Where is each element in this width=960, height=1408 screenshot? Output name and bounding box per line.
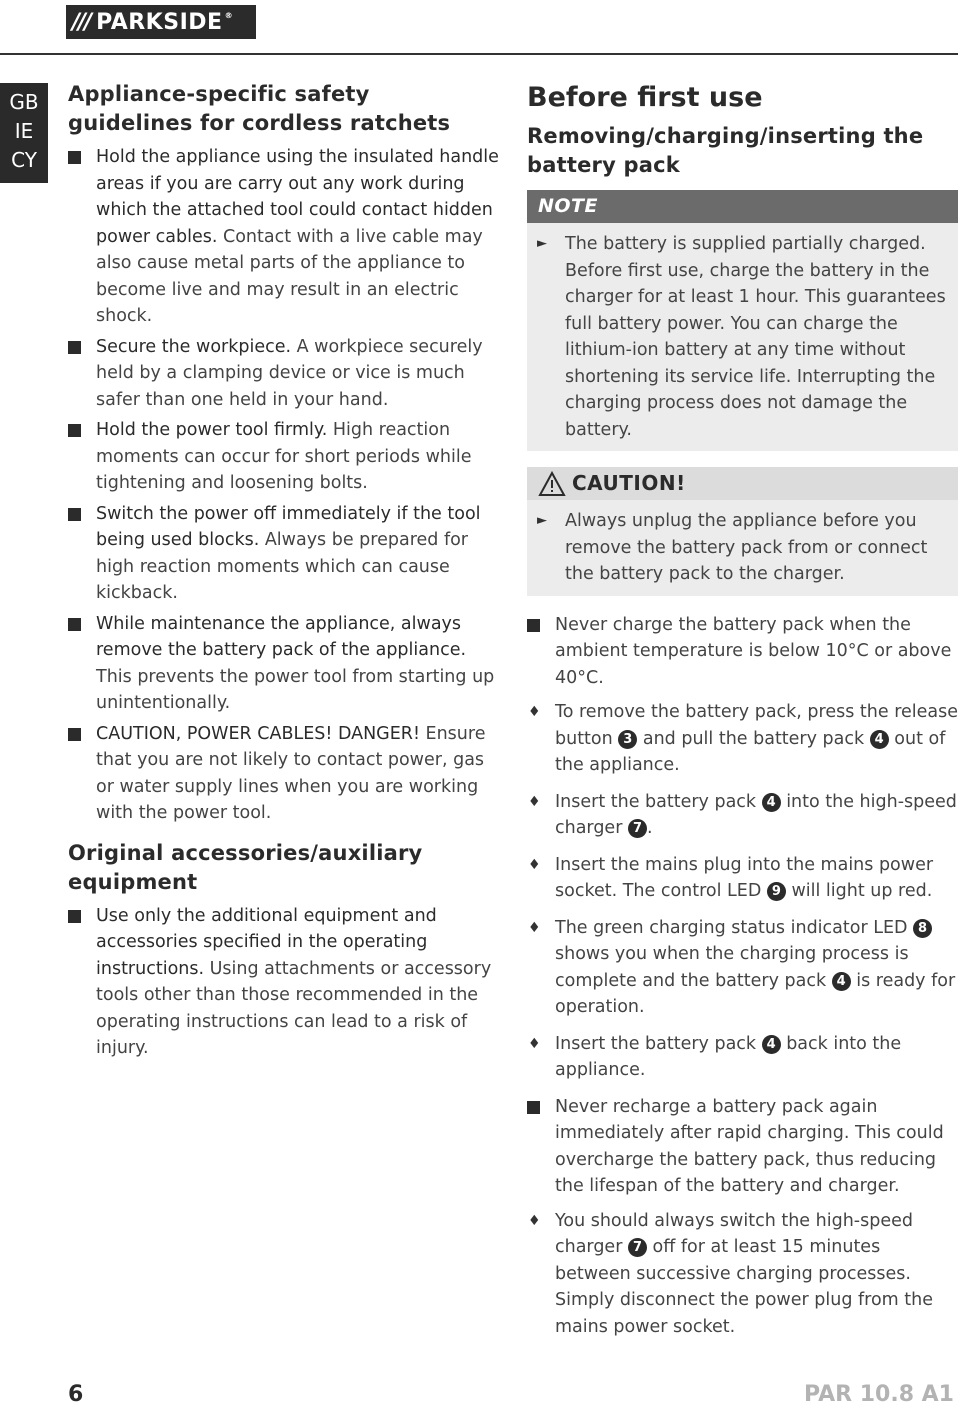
diamond-bullet-icon: ♦ (528, 1035, 541, 1052)
right-column (527, 80, 958, 1344)
lang-cy: CY (11, 148, 37, 172)
caution-text: Always unplug the appliance before you remove the battery pack from or connect the battery pack to the charger. (565, 511, 928, 584)
item-bold: Secure the workpiece. (96, 336, 292, 357)
item-bold: Use only the additional equipment and accessories specified in the operating instructions. (96, 905, 437, 979)
item-text: back into the appliance. (555, 1033, 902, 1080)
item-text: A workpiece securely held by a clamping device or vice is much safer than one held in your hand. (96, 336, 483, 410)
item-text: Insert the battery pack (555, 1033, 762, 1054)
item-bold: Hold the appliance using the insulated handle areas if you are carry out any work during which the attached tool could contact hidden power cables. (96, 147, 499, 247)
note-text: The battery is supplied partially charged. Before first use, charge the battery in the charger for at least 1 hour. This guarantees full battery power. You can charge the lithium-ion battery at any time without shortening its service life. Interrupting the charging process does not damage the battery. (565, 234, 946, 440)
square-bullet-icon (527, 619, 540, 632)
list-item (68, 144, 500, 330)
square-bullet-icon (68, 508, 81, 521)
number-4-badge: 4 (870, 730, 889, 749)
list-item (68, 417, 500, 497)
item-bold: Switch the power off immediately if the tool being used blocks. (96, 503, 481, 550)
diamond-bullet-icon: ♦ (528, 793, 541, 810)
diamond-bullet-icon: ♦ (528, 704, 541, 720)
item-text: Never charge the battery pack when the ambient temperature is below 10°C or above 40°C. (555, 614, 952, 688)
logo-registered: ® (224, 11, 234, 20)
list-item (527, 699, 958, 779)
number-4-badge: 4 (762, 1035, 781, 1054)
square-bullet-icon (68, 341, 81, 354)
item-text: Always be prepared for high reaction moments which can cause kickback. (96, 530, 469, 603)
item-bold: Hold the power tool firmly. (96, 420, 328, 440)
item-text: Insert the battery pack (555, 791, 762, 812)
square-bullet-icon (68, 424, 81, 437)
lang-ie: IE (14, 119, 34, 143)
diamond-bullet-icon: ♦ (528, 919, 541, 936)
model-number: PAR 10.8 A1 (803, 1382, 954, 1407)
diamond-bullet-icon: ♦ (528, 856, 541, 873)
list-item (68, 721, 500, 827)
page-number: 6 (68, 1382, 84, 1407)
square-bullet-icon (527, 1101, 540, 1114)
safety-heading: Appliance-specific safety guidelines for cordless ratchets (68, 82, 451, 135)
list-item (527, 612, 958, 692)
warning-triangle-icon (538, 471, 566, 497)
diamond-bullet-icon: ♦ (528, 1212, 541, 1229)
arrow-bullet-icon: ► (537, 513, 547, 528)
lang-gb: GB (9, 90, 39, 114)
item-text: . (646, 818, 653, 838)
item-text: This prevents the power tool from starting up unintentionally. (96, 666, 495, 713)
list-item (527, 1094, 958, 1200)
item-text: into the high-speed charger (555, 791, 957, 838)
caution-label: CAUTION! (572, 471, 686, 495)
arrow-bullet-icon: ► (537, 236, 547, 251)
number-4-badge: 4 (762, 793, 781, 812)
note-label: NOTE (527, 190, 958, 223)
item-text: will light up red. (785, 881, 933, 901)
header-divider (0, 53, 958, 55)
number-7-badge: 7 (628, 1238, 647, 1257)
note-box (527, 190, 958, 451)
item-text: Using attachments or accessory tools other than those recommended in the operating instructions can lead to a risk of injury. (96, 958, 492, 1058)
caution-box (527, 467, 958, 596)
item-bold: While maintenance the appliance, always remove the battery pack of the appliance. (96, 613, 467, 660)
item-text: High reaction moments can occur for short periods while tightening and loosening bolts. (96, 420, 472, 493)
logo-slashes: /// (72, 9, 91, 35)
page-title: Before first use (527, 82, 763, 113)
list-item (527, 789, 958, 842)
item-bold: CAUTION, POWER CABLES! DANGER! (96, 723, 420, 744)
accessories-heading: Original accessories/auxiliary equipment (68, 840, 423, 894)
list-item (68, 501, 500, 607)
number-8-badge: 8 (913, 919, 932, 938)
item-text: Ensure that you are not likely to contact power, gas or water supply lines when you are working with the power tool. (96, 723, 486, 823)
list-item (527, 852, 958, 905)
list-item (68, 611, 500, 717)
list-item (68, 334, 500, 414)
list-item (68, 903, 500, 1062)
caution-item (527, 508, 948, 588)
item-text: The green charging status indicator LED (555, 917, 914, 938)
battery-heading: Removing/charging/inserting the battery pack (527, 124, 924, 177)
item-text: off for at least 15 minutes between successive charging processes. Simply disconnect the power plug from the mains power socket. (555, 1237, 933, 1337)
list-item (527, 1208, 958, 1341)
item-text: Insert the mains plug into the mains power socket. The control LED (555, 854, 934, 901)
square-bullet-icon (68, 618, 81, 631)
square-bullet-icon (68, 728, 81, 741)
item-text: and pull the battery pack (637, 728, 870, 749)
number-9-badge: 9 (767, 882, 786, 901)
item-text: is ready for operation. (555, 970, 956, 1017)
square-bullet-icon (68, 151, 81, 164)
item-text: To remove the battery pack, press the release button (555, 702, 959, 749)
number-3-badge: 3 (618, 730, 637, 749)
item-text: Never recharge a battery pack again immediately after rapid charging. This could overcharge the battery pack, thus reducing the lifespan of the battery and charger. (555, 1096, 944, 1196)
language-tab (0, 83, 48, 183)
left-column (68, 80, 500, 1066)
number-4-badge: 4 (832, 972, 851, 991)
note-item (527, 231, 948, 443)
logo-brand: PARKSIDE (96, 9, 223, 35)
square-bullet-icon (68, 910, 81, 923)
parkside-logo (66, 5, 256, 39)
number-7-badge: 7 (628, 819, 647, 838)
item-text: Contact with a live cable may also cause metal parts of the appliance to become live and may result in an electric shock. (96, 226, 483, 326)
item-text: shows you when the charging process is complete and the battery pack (555, 944, 909, 991)
item-text: You should always switch the high-speed charger (555, 1210, 913, 1257)
list-item (527, 1031, 958, 1084)
item-text: out of the appliance. (555, 728, 946, 775)
caution-header (527, 467, 958, 500)
list-item (527, 915, 958, 1021)
